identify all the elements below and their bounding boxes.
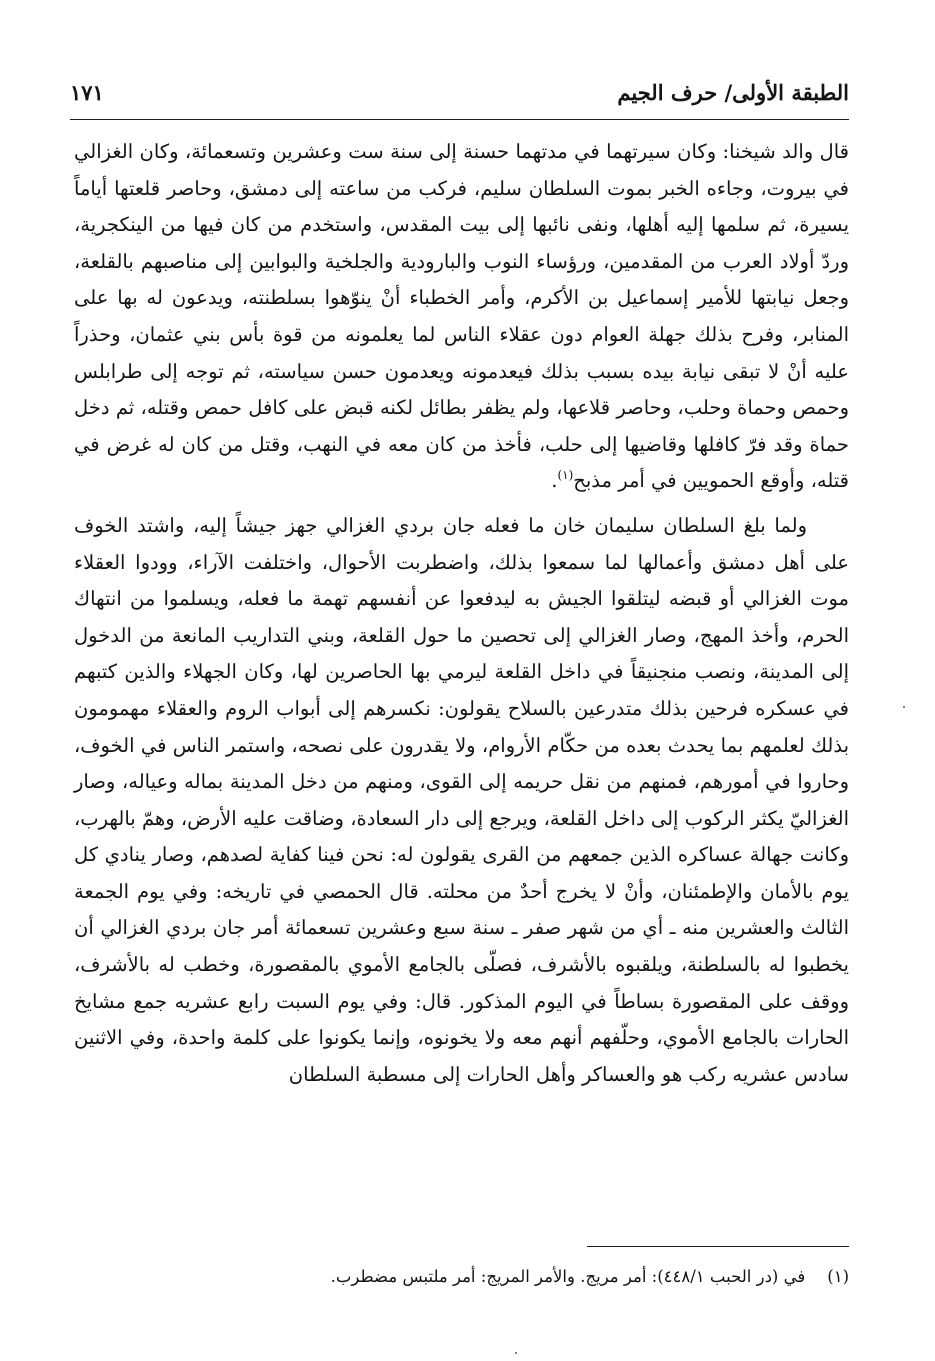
paragraph-1 bbox=[74, 134, 849, 500]
footnote-number: (١) bbox=[827, 1267, 849, 1286]
paragraph-2-text: ولما بلغ السلطان سليمان خان ما فعله جان بردي الغزالي جهز جيشاً إليه، واشتد الخوف على أهل دمشق وأعمالها لما سمعوا بذلك، واضطربت الأحوال، واختلفت الآراء، وودوا العقلاء موت الغزالي أو قبضه ليتلقوا الجيش به ليدفعوا عن أنفسهم تهمة ما فعله، ويسلموا من انتهاك الحرم، وأخذ المهج، وصار الغزالي إلى تحصين ما حول القلعة، وبني التداريب المانعة من الدخول إلى المدينة، ونصب منجنيقاً في داخل القلعة ليرمي بها الحاصرين لها، وكان الجهلاء والذين كتبهم في عسكره فرحين بذلك متدرعين بالسلاح يقولون: نكسرهم إلى أبواب الروم والعقلاء مهمومون بذلك لعلمهم بما يحدث بعده من حكّام الأروام، ولا يقدرون على نصحه، واستمر الناس في الخوف، وحاروا في أمورهم، فمنهم من نقل حريمه إلى القوى، ومنهم من دخل المدينة بماله وعياله، وصار الغزاليّ يكثر الركوب إلى داخل القلعة، ويرجع إلى دار السعادة، وضاقت عليه الأرض، وهمّ بالهرب، وكانت جهالة عساكره الذين جمعهم من القرى يقولون له: نحن فينا كفاية لصدهم، وصار ينادي كل يوم بالأمان والإطمئنان، وأنْ لا يخرج أحدٌ من محلته. قال الحمصي في تاريخه: وفي يوم الجمعة الثالث والعشرين منه ـ أي من شهر صفر ـ سنة سبع وعشرين تسعمائة أمر جان بردي الغزالي أن يخطبوا له بالسلطنة، ويلقبوه بالأشرف، فصلّى بالجامع الأموي بالمقصورة، وخطب له بالأشرف، ووقف على المقصورة بساطاً في اليوم المذكور. قال: وفي يوم السبت رابع عشريه جمع مشايخ الحارات بالجامع الأموي، وحلّفهم أنهم معه ولا يخونوه، وإنما يكونوا على كلمة واحدة، وفي الاثنين سادس عشريه ركب هو والعساكر وأهل الحارات إلى مسطبة السلطان bbox=[74, 513, 849, 1086]
paragraph-2 bbox=[74, 508, 849, 1094]
footnote-text: في (در الحبب ٤٤٨/١): أمر مريج. والأمر المريج: أمر ملتبس مضطرب. bbox=[330, 1267, 806, 1286]
footnote-reference[interactable]: (١) bbox=[557, 468, 574, 483]
page-number: ١٧١ bbox=[70, 80, 104, 105]
scan-speck bbox=[515, 1352, 517, 1354]
footnote bbox=[74, 1262, 849, 1292]
running-title: الطبقة الأولى/ حرف الجيم bbox=[617, 80, 849, 105]
footnote-divider bbox=[587, 1246, 849, 1247]
main-text bbox=[74, 134, 849, 1093]
paragraph-1-end: . bbox=[551, 469, 558, 493]
header-divider bbox=[70, 119, 849, 120]
scan-speck bbox=[903, 706, 905, 708]
paragraph-1-text: قال والد شيخنا: وكان سيرتهما في مدتهما حسنة إلى سنة ست وعشرين وتسعمائة، وكان الغزالي في بيروت، وجاءه الخبر بموت السلطان سليم، فركب من ساعته إلى دمشق، وحاصر قلعتها أياماً يسيرة، ثم سلمها إليه أهلها، ونفى نائبها إلى بيت المقدس، واستخدم من كان فيها من الينكجرية، وردّ أولاد العرب من المقدمين، ورؤساء النوب والبارودية والجلخية والبوابين إلى مناصبهم بالقلعة، وجعل نيابتها للأمير إسماعيل بن الأكرم، وأمر الخطباء أنْ ينوّهوا بسلطنته، ويدعون له بها على المنابر، وفرح بذلك جهلة العوام دون عقلاء الناس لما يعلمونه من قوة بأس بني عثمان، وحذراً عليه أنْ لا تبقى نيابة بيده بسبب بذلك فيعدمونه ويعدمون حسن سياسته، ثم توجه إلى طرابلس وحمص وحماة وحلب، وحاصر قلاعها، ولم يظفر بطائل لكنه قبض على كافل حمص وقتله، ثم دخل حماة وقد فرّ كافلها وقاضيها إلى حلب، فأخذ من كان معه في النهب، وقتل من كان له غرض في قتله، وأوقع الحمويين في أمر مذبح bbox=[74, 140, 849, 493]
page-header bbox=[70, 74, 849, 114]
